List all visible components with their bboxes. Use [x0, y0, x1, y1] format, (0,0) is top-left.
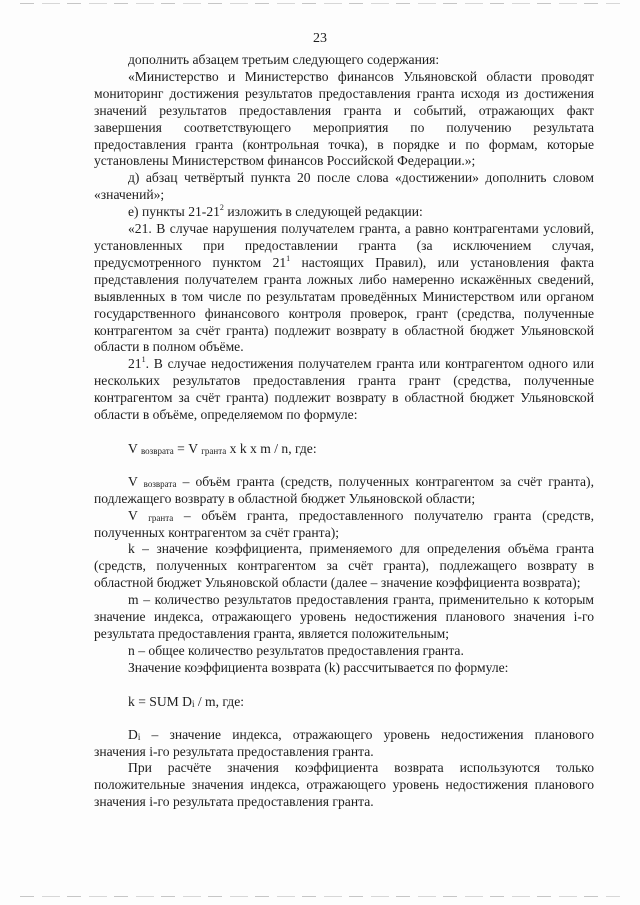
def2-sub: гранта	[148, 512, 174, 523]
document-body	[94, 52, 594, 811]
paragraph-positive-values: При расчёте значения коэффициента возврата используются только положительные значения индекса, отражающего уровень недостижения планового значения i-го результата предоставления гранта.	[94, 760, 594, 810]
paragraph-clause-21-1	[94, 356, 594, 424]
formula2-a: k = SUM D	[128, 693, 192, 709]
definition-n: n – общее количество результатов предоставления гранта.	[128, 642, 464, 658]
def-di-sub: i	[137, 731, 141, 742]
clause-21-1-text: . В случае недостижения получателем гранта или контрагентом одного или нескольких результатов предоставления гранта грант (средства, полученные контрагентом за счёт гранта) подлежит возврату в областной бюджет Ульяновской области в объёме, определяемом по формуле:	[94, 356, 594, 423]
def2-v: V	[128, 507, 149, 523]
paragraph-item-e	[94, 204, 594, 221]
clause-21-text-b: настоящих Правил), или установления факта представления получателем гранта ложных либо намеренно искажённых сведений, выявленных в том числе по результатам проведённых Министерством или органом государственного финансового контроля проверок, грант (средства, полученные контрагентом за счёт гранта) подлежит возврату в областной бюджет Ульяновской области в полном объёме.	[94, 254, 594, 355]
def1-sub: возврата	[143, 478, 177, 489]
paragraph-intro: дополнить абзацем третьим следующего содержания:	[128, 52, 440, 67]
formula2-sub: i	[191, 698, 195, 709]
clause-21-1-superscript: 1	[141, 355, 146, 365]
item-e-text-b: изложить в следующей редакции:	[223, 204, 423, 220]
formula1-sub-grant: гранта	[201, 445, 227, 456]
definition-k: k – значение коэффициента, применяемого для определения объёма гранта (средств, полученных контрагентом за счёт гранта), подлежащего возврату в областной бюджет Ульяновской области (далее – значение коэффициента возврата);	[94, 541, 594, 591]
item-e-superscript: 2	[219, 203, 224, 213]
definition-v-return	[94, 474, 594, 508]
scan-artifact-top	[20, 3, 620, 4]
definition-v-grant	[94, 508, 594, 542]
clause-21-text-a: «21. В случае нарушения получателем гранта, а равно контрагентами условий, установленных при предоставлении гранта (за исключением случая, предусмотренного пунктом 21	[94, 221, 594, 270]
formula2-b: / m, где:	[194, 693, 245, 709]
scan-artifact-bottom	[20, 896, 620, 897]
def-di-text: – значение индекса, отражающего уровень недостижения планового значения i-го результата предоставления гранта.	[94, 726, 594, 759]
page-number: 23	[313, 31, 327, 46]
def-di-d: D	[128, 726, 138, 742]
paragraph-coefficient-formula-intro: Значение коэффициента возврата (k) рассчитывается по формуле:	[128, 659, 509, 675]
def1-text: – объём гранта (средств, полученных контрагентом за счёт гранта), подлежащего возврату в областной бюджет Ульяновской области;	[94, 473, 594, 506]
formula1-mid: = V	[173, 440, 202, 456]
paragraph-monitoring: «Министерство и Министерство финансов Ульяновской области проводят мониторинг достижения результатов предоставления гранта исходя из достижения значений результатов предоставления гранта и событий, отражающих факт завершения соответствующего мероприятия по получению результата предоставления гранта (контрольная точка), в порядке и по формам, которые установлены Министерством финансов Российской Федерации.»;	[94, 68, 594, 169]
def2-text: – объём гранта, предоставленного получателю гранта (средств, полученных контрагентом за счёт гранта);	[94, 507, 594, 540]
formula1-v: V	[128, 440, 141, 456]
definition-m: m – количество результатов предоставления гранта, применительно к которым значение индекса, отражающего уровень недостижения планового значения i-го результата предоставления гранта, является положительным;	[94, 592, 594, 641]
definition-di	[94, 727, 594, 761]
paragraph-clause-21	[94, 221, 594, 356]
clause-21-1-number: 21	[128, 356, 142, 372]
def1-v: V	[128, 473, 144, 489]
clause-21-superscript: 1	[286, 253, 291, 263]
item-e-text-a: е) пункты 21-21	[128, 204, 220, 220]
formula-return-volume	[94, 441, 594, 458]
paragraph-item-d: д) абзац четвёртый пункта 20 после слова «достижении» дополнить словом «значений»;	[94, 170, 594, 203]
formula1-sub-return: возврата	[140, 445, 174, 456]
formula-coefficient	[94, 694, 594, 711]
formula1-tail: x k x m / n, где:	[226, 440, 317, 456]
